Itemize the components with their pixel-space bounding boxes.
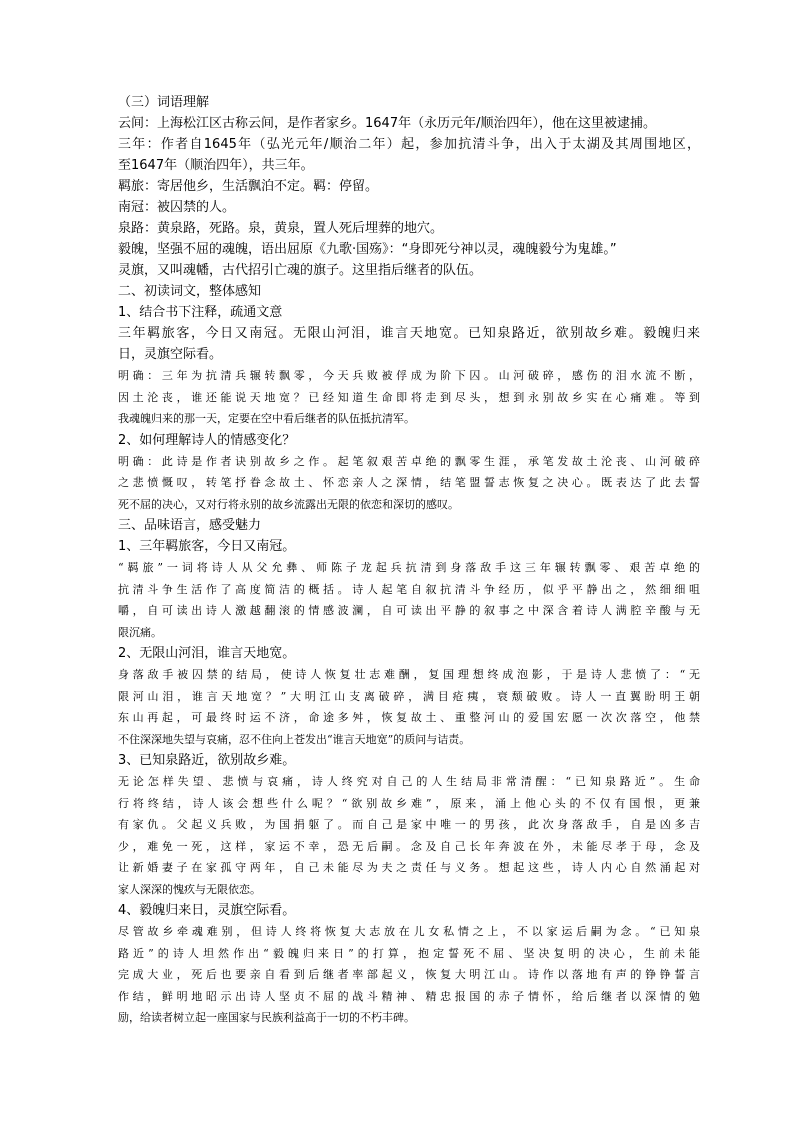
analysis4-heading: 4、毅魄归来日，灵旗空际看。 [118, 903, 296, 918]
section2-question2: 2、如何理解诗人的情感变化？ [118, 432, 296, 448]
analysis3-line4: 少，难免一死，这样，家运不幸，恐无后嗣。念及自己长年奔波在外，未能尽孝于母，念及 [118, 839, 700, 853]
analysis4-line3: 完成大业，死后也要亲自看到后继者率部起义，恢复大明江山。诗作以落地有声的铮铮誓言 [118, 968, 700, 981]
analysis1-line4: 限沉痛。 [118, 625, 162, 639]
section2-question1: 1、结合书下注释，疏通文意 [118, 305, 283, 320]
analysis2-line1: 身落敌手被囚禁的结局，使诗人恢复壮志难酬，复国理想终成泡影，于是诗人悲愤了：“无 [118, 668, 700, 681]
vocab-heading: （三）词语理解 [118, 95, 210, 110]
document-page [118, 92, 700, 1029]
vocab-nanguan: 南冠：被囚禁的人。 [118, 200, 236, 215]
vocab-sannian-line1: 三年：作者自1645年（弘光元年/顺治二年）起，参加抗清斗争，出入于太湖及其周围地区， [118, 137, 700, 152]
answer1-line2: 因土沦丧，谁还能说天地宽？已经知道生命即将走到尽头，想到永别故乡实在心痛难。等到 [118, 390, 700, 404]
analysis1-line3: 嚼，自可读出诗人激越翻滚的情感波澜，自可读出平静的叙事之中深含着诗人满腔辛酸与无 [118, 604, 700, 617]
vocab-yunjian: 云间：上海松江区古称云间，是作者家乡。1647年（永历元年/顺治四年），他在这里被逮捕。 [118, 116, 656, 131]
vocab-yipo: 毅魄，坚强不屈的魂魄，语出屈原《九歌·国殇》：“身即死兮神以灵，魂魄毅兮为鬼雄。” [118, 242, 617, 257]
analysis3-line2: 行将终结，诗人该会想些什么呢？“欲别故乡难”，原来，涌上他心头的不仅有国恨，更兼 [118, 796, 700, 810]
analysis3-line6: 家人深深的愧疚与无限依恋。 [118, 882, 261, 896]
answer2-line3: 死不屈的决心，又对行将永别的故乡流露出无限的依恋和深切的感叹。 [118, 497, 459, 511]
answer2-line1: 明确：此诗是作者诀别故乡之作。起笔叙艰苦卓绝的飘零生涯，承笔发故土沦丧、山河破碎 [118, 454, 700, 468]
analysis4-line2: 路近”的诗人坦然作出“毅魄归来日”的打算，抱定誓死不屈、坚决复明的决心，生前未能 [118, 946, 700, 960]
vocab-quanlu: 泉路：黄泉路，死路。泉，黄泉，置人死后埋葬的地穴。 [118, 221, 444, 236]
analysis1-line1: “羁旅”一词将诗人从父允彝、师陈子龙起兵抗清到身落敌手这三年辗转飘零、艰苦卓绝的 [118, 561, 700, 574]
poem-text-line1: 三年羁旅客，今日又南冠。无限山河泪，谁言天地宽。已知泉路近，欲别故乡难。毅魄归来 [118, 326, 700, 341]
section2-heading: 二、初读词文，整体感知 [118, 284, 262, 299]
vocab-jilv: 羁旅：寄居他乡，生活飘泊不定。羁：停留。 [118, 179, 379, 194]
analysis3-line1: 无论怎样失望、悲愤与哀痛，诗人终究对自己的人生结局非常清醒：“已知泉路近”。生命 [118, 775, 700, 788]
section3-heading: 三、品味语言，感受魅力 [118, 518, 262, 533]
analysis2-line2: 限河山泪，谁言天地宽？”大明江山支离破碎，满目疮痍，衰颓破败。诗人一直翼盼明王朝 [118, 689, 700, 703]
analysis4-line5: 励，给读者树立起一座国家与民族利益高于一切的不朽丰碑。 [118, 1011, 415, 1024]
analysis2-heading: 2、无限山河泪，谁言天地宽。 [118, 646, 296, 661]
analysis3-line5: 让新婚妻子在家孤守两年，自己未能尽为夫之责任与义务。想起这些，诗人内心自然涌起对 [118, 861, 700, 874]
poem-text-line2: 日，灵旗空际看。 [118, 347, 223, 362]
analysis1-line2: 抗清斗争生活作了高度简洁的概括。诗人起笔自叙抗清斗争经历，似乎平静出之，然细细咀 [118, 582, 700, 596]
analysis3-line3: 有家仇。父起义兵败，为国捐躯了。而自己是家中唯一的男孩，此次身落敌手，自是凶多吉 [118, 818, 700, 831]
analysis1-heading: 1、三年羁旅客，今日又南冠。 [118, 539, 296, 554]
analysis4-line4: 作结，鲜明地昭示出诗人坚贞不屈的战斗精神、精忠报国的赤子情怀，给后继者以深情的勉 [118, 989, 700, 1003]
vocab-sannian-line2: 至1647年（顺治四年），共三年。 [118, 158, 314, 173]
analysis4-line1: 尽管故乡牵魂难别，但诗人终将恢复大志放在儿女私情之上，不以家运后嗣为念。“已知泉 [118, 925, 700, 938]
answer1-line3: 我魂魄归来的那一天，定要在空中看后继者的队伍抵抗清军。 [118, 412, 415, 425]
analysis2-line4: 不住深深地失望与哀痛，忍不住向上苍发出“谁言天地宽”的质问与诘责。 [118, 732, 471, 746]
answer2-line2: 之悲愤慨叹，转笔抒眷念故土、怀恋亲人之深情，结笔盟誓志恢复之决心。既表达了此去誓 [118, 476, 700, 489]
analysis3-heading: 3、已知泉路近，欲别故乡难。 [118, 753, 296, 768]
vocab-lingqi: 灵旗，又叫魂幡，古代招引亡魂的旗子。这里指后继者的队伍。 [118, 263, 483, 278]
analysis2-line3: 东山再起，可最终时运不济，命途多舛，恢复故土、重整河山的爱国宏愿一次次落空，他禁 [118, 711, 700, 724]
answer1-line1: 明确：三年为抗清兵辗转飘零，今天兵败被俘成为阶下囚。山河破碎，感伤的泪水流不断， [118, 369, 700, 382]
